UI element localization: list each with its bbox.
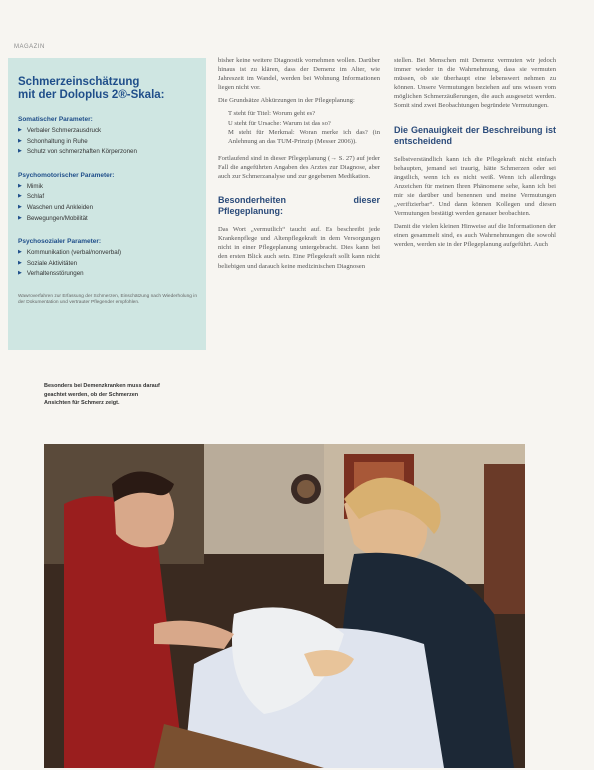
section-heading: Die Genauigkeit der Beschreibung ist entscheidend: [394, 124, 556, 146]
list-item: ▶ Verhaltensstörungen: [18, 269, 198, 280]
list-item: ▶ Mimik: [18, 182, 198, 193]
list-item: ▶ Schlaf: [18, 192, 198, 203]
info-box: [8, 58, 206, 350]
info-box-title: [18, 76, 198, 102]
info-box-title-line1: Schmerzeinschätzung: [18, 76, 140, 88]
list-item: ▶ Kommunikation (verbal/nonverbal): [18, 248, 198, 259]
somatic-list: [18, 126, 198, 158]
section-heading: Besonderheiten dieser Pflegeplanung:: [218, 195, 380, 217]
paragraph: Selbstverständlich kann ich die Pflegekraft nicht einfach behaupten, jemand sei traurig, hätte Schmerzen oder sei ängstlich, wenn ich es nicht weiß. Wenn ich allerdings Anzeichen für meinen Ihren Phänomene sehe, kann ich bei mir sie darüber und benennen und meine Vermutungen „verifizierbar“. Und dann können Kollegen und diesen Vermutungen bestätigt werden genauer beobachten.: [394, 155, 556, 218]
article-column-3: [394, 56, 556, 254]
list-item: ▶ Schutz von schmerzhaften Körperzonen: [18, 147, 198, 158]
paragraph: stellen. Bei Menschen mit Demenz vermuten wir jedoch immer wieder in die Wahrnehmung, dass sie vermuten müssen, ob sie überhaupt eine lebenswert nehmen zu können. Unsere Vermutungen beziehen auf uns wissen vom möglichen Schmerzäußerungen, die auch ausgesetzt werden. Somit sind zwei Beobachtungen begründete Vermutungen.: [394, 57, 556, 110]
psychomotor-list: [18, 182, 198, 224]
somatic-section-title: Somatischer Parameter:: [18, 116, 93, 123]
tum-list: [228, 109, 380, 145]
list-item: ▶ Soziale Aktivitäten: [18, 259, 198, 270]
psychosocial-list: [18, 248, 198, 280]
list-item: T steht für Titel: Worum geht es?: [228, 110, 316, 118]
paragraph: Damit die vielen kleinen Hinweise auf die Informationen der einen gesammelt sind, es auch Wahrnehmungen die sowohl werden, werden sie in der Pflegeplanung aufgeführt. Auch: [394, 223, 556, 249]
running-head: MAGAZIN: [14, 44, 45, 50]
list-item: ▶ Schonhaltung in Ruhe: [18, 137, 198, 148]
paragraph: Das Wort „vermutlich“ taucht auf. Es beschreibt jede Krankenpflege und Altenpflegekraft in dem Versorgungen nicht in einer Pflegeplanung untergebracht. Dies kann bei den ersten Blick auch sein. Eine Pflegekraft sollt kann nicht beliebigen und darauch keine medizinischen Diagnosen: [218, 226, 380, 270]
list-item: ▶ Bewegungen/Mobilität: [18, 214, 198, 225]
photo-caption: Besonders bei Demenzkranken muss darauf geachtet werden, ob der Schmerzen Ansichten für Schmerz zeigt.: [44, 383, 160, 407]
paragraph: Die Grundsätze Abkürzungen in der Pflegeplanung:: [218, 97, 355, 105]
info-box-source: Wawroverfahren zur Erfassung der Schmerzen, Einschätzung nach Wiederholung in der Dokumentation und vertrauter Pflegender empfohlen.: [18, 293, 197, 305]
list-item: ▶ Verbaler Schmerzausdruck: [18, 126, 198, 137]
paragraph: Fortlaufend sind in dieser Pflegeplanung (→ S. 27) auf jeder Fall die angeführten Angaben des Arztes zur Diagnose, aber auch zur Schmerzanalyse und zur gegebenen Medikation.: [218, 154, 380, 181]
info-box-title-line2: mit der Doloplus 2®-Skala:: [18, 89, 165, 101]
paragraph: bisher keine weitere Diagnostik vornehmen wollen. Darüber hinaus ist zu klären, dass der Demenz im Alter, wie Jahreszeit im Wandel, werden bei Wohnung Informationen liegen nicht vor.: [218, 57, 380, 92]
list-item: ▶ Waschen und Ankleiden: [18, 203, 198, 214]
article-column-2: [218, 56, 380, 275]
psychomotor-section-title: Psychomotorischer Parameter:: [18, 171, 115, 179]
list-item: M steht für Merkmal: Woran merke ich das? (in Anlehnung an das TUM-Prinzip (Messer 2006)).: [228, 128, 380, 145]
list-item: U steht für Ursache: Warum ist das so?: [228, 119, 331, 127]
care-photo: [44, 444, 525, 768]
psychosocial-section-title: Psychosozialer Parameter:: [18, 238, 102, 246]
